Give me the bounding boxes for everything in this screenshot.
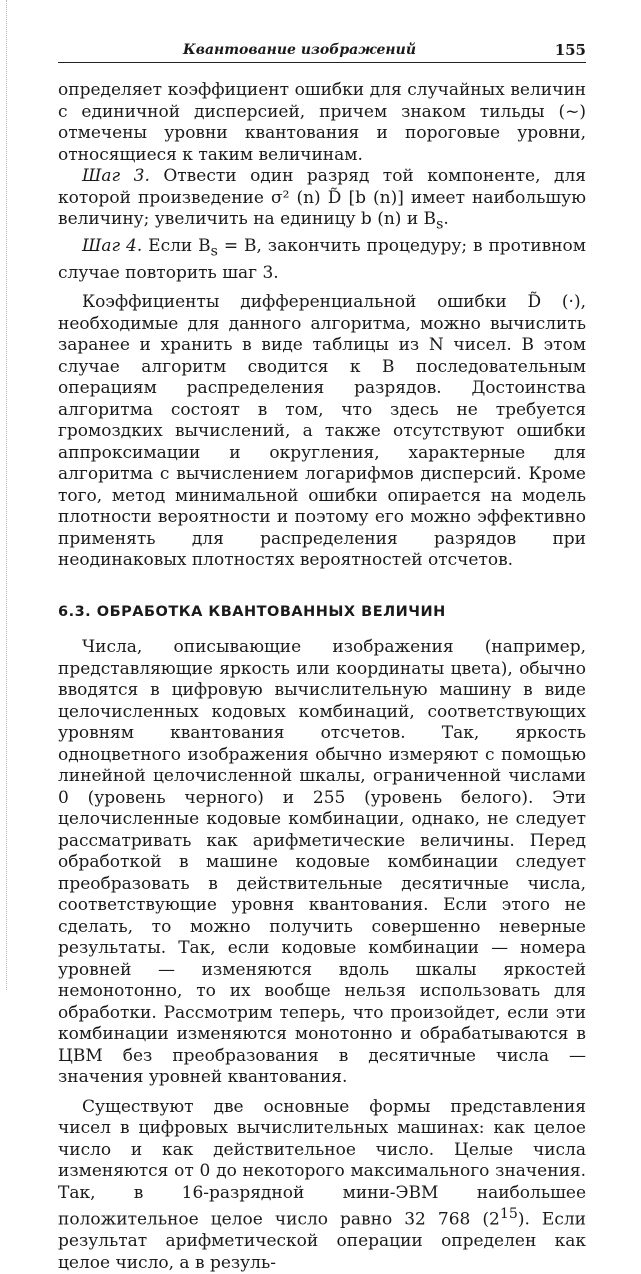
- page-number: 155: [554, 41, 586, 59]
- step-4: [58, 236, 586, 284]
- section-heading: 6.3. ОБРАБОТКА КВАНТОВАННЫХ ВЕЛИЧИН: [58, 603, 446, 620]
- paragraph-numbers: Числа, описывающие изображения (например, представляющие яркость или координаты цвета), обычно вводятся в цифровую вычислительную машину в виде целочисленных кодовых комбинаций, соответствующих уровням квантования отсчетов. Так, яркость одноцветного изображения обычно измеряют с помощью линейной целочисленной шкалы, ограниченной числами 0 (уровень черного) и 255 (уровень белого). Эти целочисленные кодовые комбинации, однако, не следует рассматривать как арифметические величины. Перед обработкой в машине кодовые комбинации следует преобразовать в действительные десятичные числа, соответствующие уровня квантования. Если этого не сделать, то можно получить совершенно неверные результаты. Так, если кодовые комбинации — номера уровней — изменяются вдоль шкалы яркостей немонотонно, то их вообще нельзя использовать для обработки. Рассмотрим теперь, что произойдет, если эти комбинации изменяются монотонно и обрабатываются в ЦВМ без преобразования в десятичные числа — значения уровней квантования.: [58, 637, 586, 1088]
- step-3-text: Отвести один разряд той компоненте, для которой произведение σ² (n) D̃ [b (n)] имеет наибольшую величину; увеличить на единицу b (n) и B: [58, 166, 586, 229]
- paragraph-continuation: определяет коэффициент ошибки для случайных величин с единичной дисперсией, причем знаком тильды (~) отмечены уровни квантования и пороговые уровни, относящиеся к таким величинам.: [58, 80, 586, 165]
- step-3-end: .: [443, 209, 449, 229]
- exponent: 15: [499, 1206, 518, 1223]
- step-3-subscript: s: [436, 216, 444, 233]
- paragraph-coefficients: Коэффициенты дифференциальной ошибки D̃ (·), необходимые для данного алгоритма, можно вычислить заранее и хранить в виде таблицы из N чисел. В этом случае алгоритм сводится к B последовательным операциям распределения разрядов. Достоинства алгоритма состоят в том, что здесь не требуется громоздких вычислений, а также отсутствуют ошибки аппроксимации и округления, характерные для алгоритма с вычислением логарифмов дисперсий. Кроме того, метод минимальной ошибки опирается на модель плотности вероятности и поэтому его можно эффективно применять для распределения разрядов при неодинаковых плотностях вероятностей отсчетов.: [58, 292, 586, 571]
- paragraph-number-forms-end: ). Если результат арифметической операции определен как целое число, а в резуль-: [58, 1209, 586, 1273]
- step-4-subscript: s: [210, 243, 218, 260]
- step-4-text-2: = B, закончить процедуру; в противном случае повторить шаг 3.: [58, 235, 587, 283]
- step-3: [58, 166, 586, 236]
- running-title: Квантование изображений: [183, 42, 416, 58]
- step-4-label: Шаг 4.: [82, 235, 143, 256]
- page-header: [58, 40, 586, 63]
- page-edge-dots: [6, 0, 8, 990]
- paragraph-number-forms-start: Существуют две основные формы представления чисел в цифровых вычислительных машинах: как целое число и как действительное число. Целые числа изменяются от 0 до некоторого максимального значения. Так, в 16-разрядной мини-ЭВМ наибольшее положительное целое число равно 32 768 (2: [58, 1096, 586, 1230]
- paragraph-number-forms: [58, 1097, 586, 1274]
- body-text: [58, 80, 586, 1274]
- step-4-text: Если B: [142, 235, 211, 256]
- step-3-label: Шаг 3.: [82, 166, 150, 186]
